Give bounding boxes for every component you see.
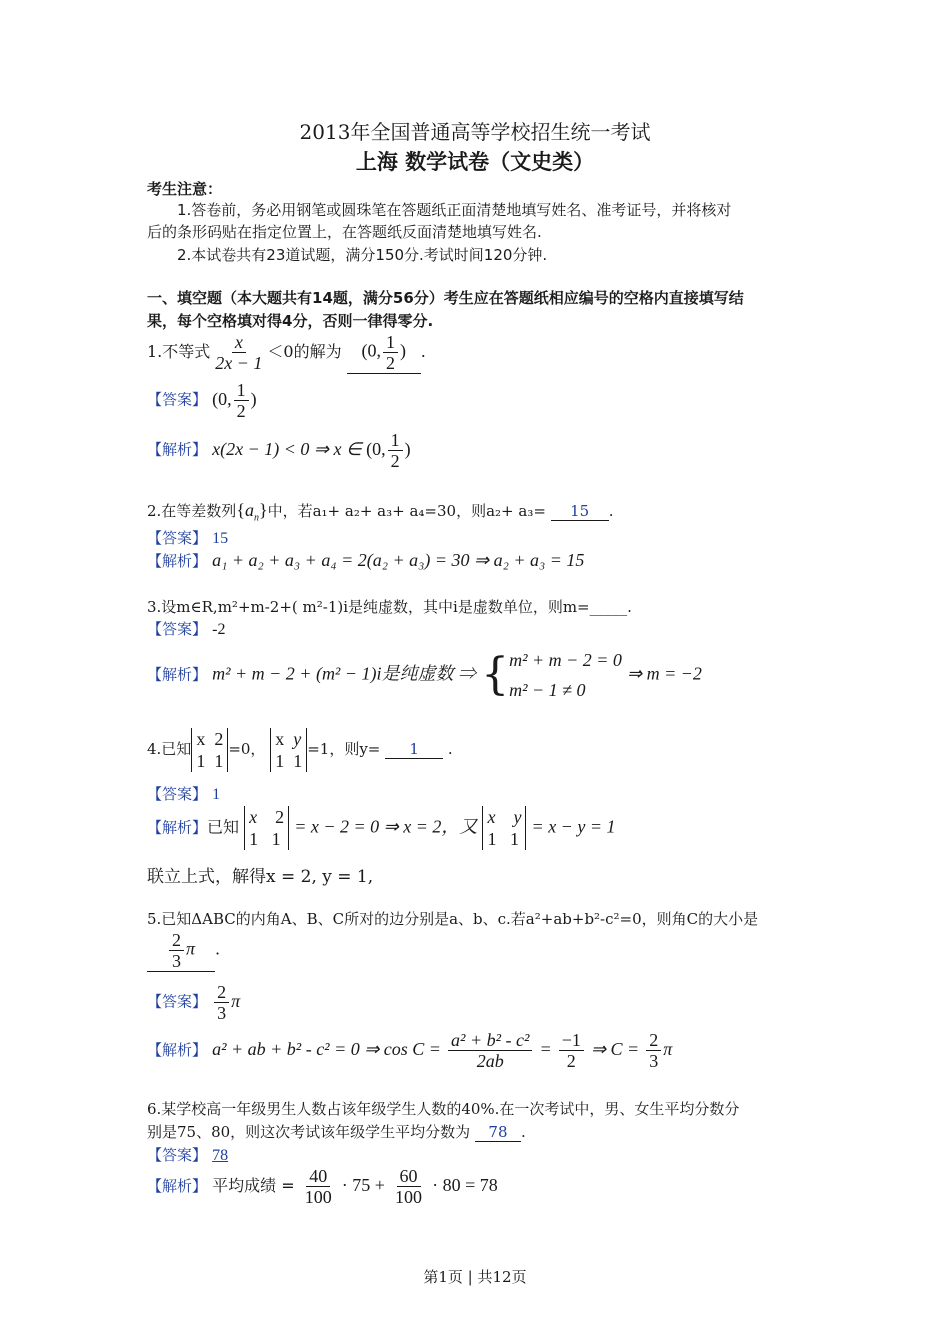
q5-blank[interactable]: $\frac{2}{3}$ π xyxy=(147,930,215,972)
q5-analysis-row: 【解析】 a² + ab + b² - c² = 0 ⇒ cos C = $\frac{\text{a² + b² - c²}}{2ab}$ = $\frac{-1}{2}$ ⇒ C = $\frac{2}{3}$ π xyxy=(147,1030,673,1071)
q4-analysis-row: 【解析】已知 x 2 1 1 = x − 2 = 0 ⇒ x = 2，又 x y 1 1 = x − y = 1 xyxy=(147,807,616,849)
notice-item-2: 2.本试卷共有23道试题，满分150分.考试时间120分钟. xyxy=(177,246,548,264)
q5-blank-row: $\frac{2}{3}$ π . xyxy=(147,930,220,972)
q2-sequence: $\{a_n\}$ xyxy=(236,500,268,524)
section-heading-cont: 果，每个空格填对得4分，否则一律得零分. xyxy=(147,312,434,330)
q6-answer: 78 xyxy=(212,1147,229,1164)
q3-answer-row: 【答案】 -2 xyxy=(147,620,226,638)
q1-prefix: 1.不等式 xyxy=(147,342,211,361)
q4-answer: 1 xyxy=(212,786,221,803)
q1-blank[interactable]: (0, $\frac{1}{2}$ ) xyxy=(347,332,421,374)
question-2: 2.在等差数列$\{a_n\}$中，若a₁+ a₂+ a₃+ a₄=30，则a₂+ a₃= 15 . xyxy=(147,500,614,524)
q5-cos-fraction: $\frac{\text{a² + b² - c²}}{2ab}$ xyxy=(448,1030,532,1071)
question-4: 4.已知 x 2 1 1=0， x y 1 1=1，则y= 1 . xyxy=(147,729,453,771)
q4-determinant-1: x 2 1 1 xyxy=(191,728,228,772)
q3-system: m² + m − 2 = 0 m² − 1 ≠ 0 xyxy=(509,650,622,700)
section-heading: 一、填空题（本大题共有14题，满分56分）考生应在答题纸相应编号的空格内直接填写结 xyxy=(147,289,744,307)
q1-answer: (0, $\frac{1}{2}$ ) xyxy=(212,380,257,421)
q2-analysis: a₁ + a₂ + a₃ + a₄ = 2(a₂ + a₃) = 30 ⇒ a₂ + a₃ = 15 xyxy=(212,550,585,570)
page-title: 2013年全国普通高等学校招生统一考试 xyxy=(299,120,651,144)
q5-answer-row: 【答案】 $\frac{2}{3}$ π xyxy=(147,982,241,1023)
page-subtitle: 上海 数学试卷（文史类） xyxy=(355,150,595,174)
q1-answer-row xyxy=(147,380,257,421)
question-6: 6.某学校高一年级男生人数占该年级学生人数的40%.在一次考试中，男、女生平均分数分 xyxy=(147,1100,740,1118)
q2-blank[interactable]: 15 xyxy=(551,502,609,521)
q1-analysis: x(2x − 1) < 0 ⇒ x ∈ (0, $\frac{1}{2}$ ) xyxy=(212,430,411,471)
q4-determinant-2: x y 1 1 xyxy=(270,728,307,772)
q1-analysis-row xyxy=(147,430,411,471)
q2-analysis-row: 【解析】 a₁ + a₂ + a₃ + a₄ = 2(a₂ + a₃) = 30 ⇒ a₂ + a₃ = 15 xyxy=(147,550,585,570)
q1-suffix: ＜0的解为 xyxy=(267,342,342,361)
q6-blank[interactable]: 78 xyxy=(475,1123,521,1142)
notice-item-1: 1.答卷前，务必用钢笔或圆珠笔在答题纸正面清楚地填写姓名、准考证号，并将核对 xyxy=(177,201,732,219)
analysis-label: 【解析】 xyxy=(147,440,208,459)
q4-analysis-det-2: x y 1 1 xyxy=(482,806,526,850)
answer-label: 【答案】 xyxy=(147,390,208,409)
question-6-cont: 别是75、80，则这次考试该年级学生平均分数为 78 . xyxy=(147,1123,526,1141)
q6-answer-row: 【答案】 78 xyxy=(147,1146,229,1164)
page-footer: 第1页 | 共12页 xyxy=(423,1268,527,1286)
q2-answer: 15 xyxy=(212,530,229,547)
q3-analysis-row: 【解析】 m² + m − 2 + (m² − 1)i是纯虚数 ⇒ {m² + m − 2 = 0 m² − 1 ≠ 0 ⇒ m = −2 xyxy=(147,645,702,705)
q6-analysis-row: 【解析】 平均成绩 = $\frac{40}{100}$ · 75 + $\frac{60}{100}$ · 80 = 78 xyxy=(147,1166,498,1207)
q5-answer: $\frac{2}{3}$ π xyxy=(212,991,240,1011)
q3-result: ⇒ m = −2 xyxy=(627,663,702,684)
q4-blank[interactable]: 1 xyxy=(385,740,443,759)
q3-answer: -2 xyxy=(212,621,226,638)
q1-fraction: $\frac{x}{2x - 1}$ xyxy=(215,332,263,373)
q3-analysis-lead: m² + m − 2 + (m² − 1)i是纯虚数 ⇒ xyxy=(212,663,476,684)
q4-conclusion: 联立上式，解得x = 2, y = 1, xyxy=(147,867,374,887)
notice-item-1-cont: 后的条形码贴在指定位置上，在答题纸反面清楚地填写姓名. xyxy=(147,223,542,241)
q4-answer-row: 【答案】 1 xyxy=(147,785,221,803)
q4-analysis-det-1: x 2 1 1 xyxy=(244,806,289,850)
notice-heading: 考生注意： xyxy=(147,180,223,198)
question-3: 3.设m∈R,m²+m-2+( m²-1)i是纯虚数，其中i是虚数单位，则m=_____. xyxy=(147,598,632,616)
question-1: 1.不等式 $\frac{x}{2x - 1}$ ＜0的解为 (0, $\frac{1}{2}$ ) . xyxy=(147,332,426,374)
q2-answer-row: 【答案】 15 xyxy=(147,529,229,547)
question-5: 5.已知ΔABC的内角A、B、C所对的边分别是a、b、c.若a²+ab+b²-c²=0，则角C的大小是 xyxy=(147,910,759,928)
